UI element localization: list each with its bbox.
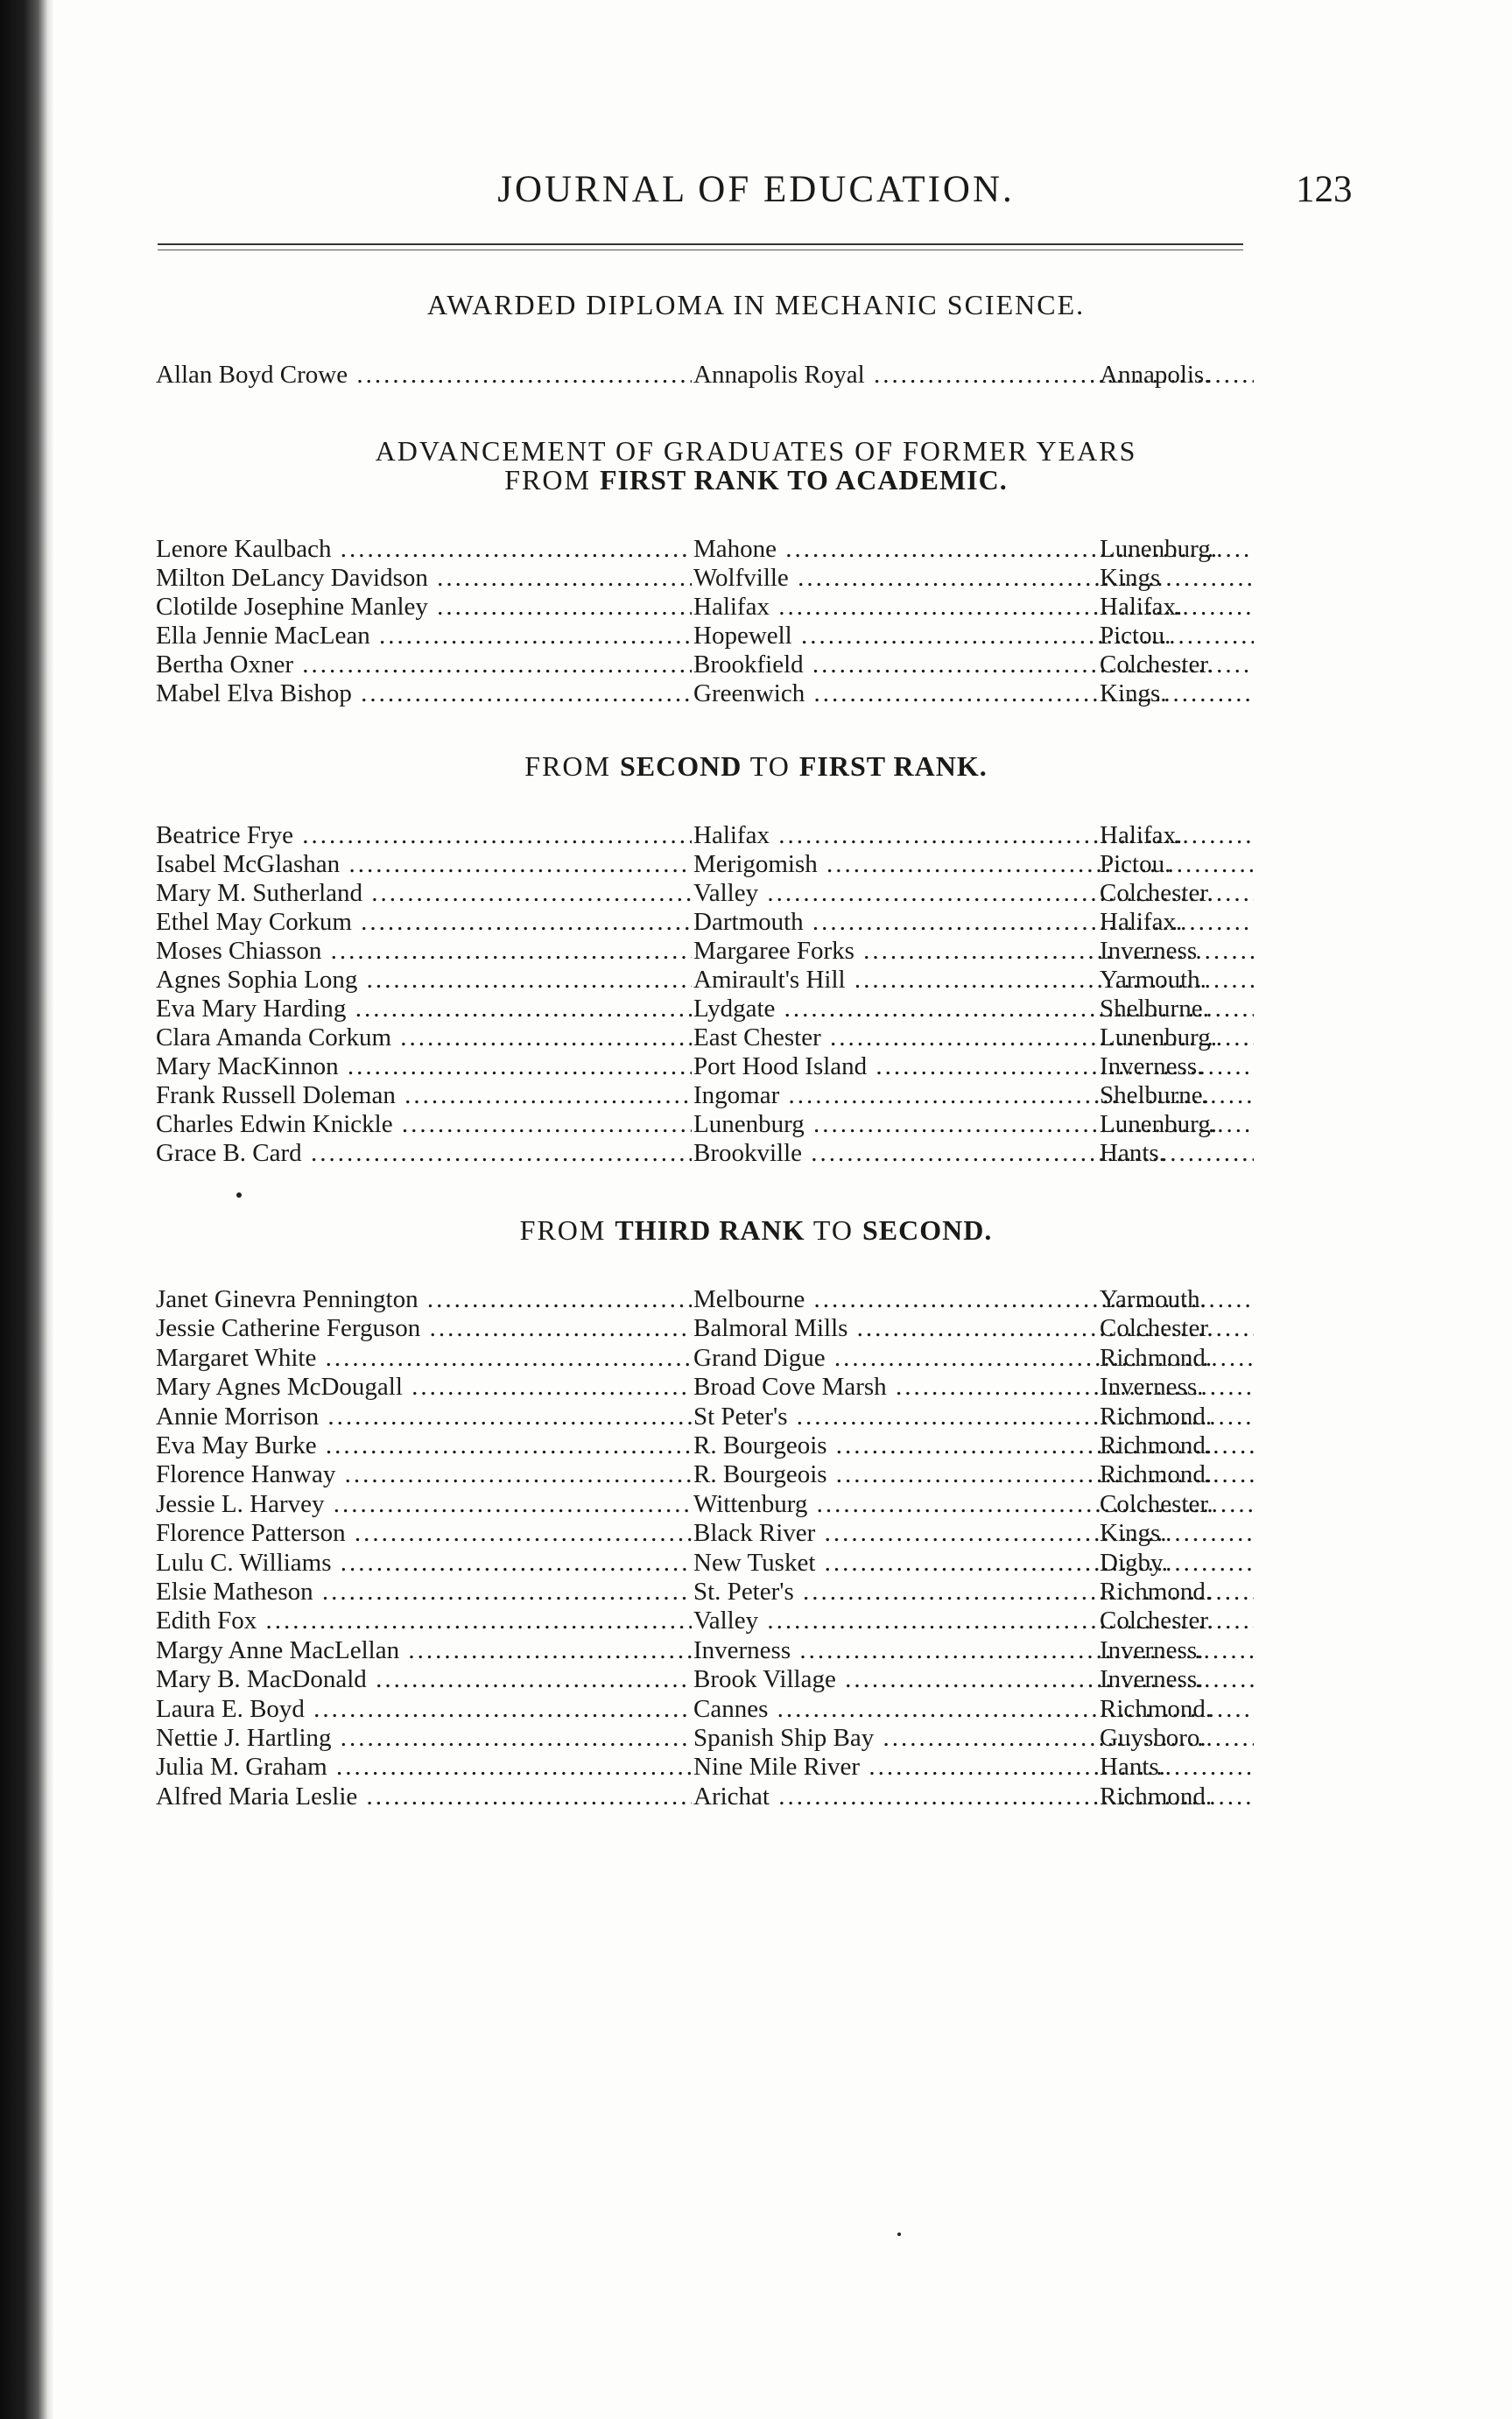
table-row xyxy=(156,966,1252,995)
graduate-name: Mary B. MacDonald ..... xyxy=(156,1665,692,1694)
table-row xyxy=(156,1052,1252,1081)
graduate-county: Yarmouth. xyxy=(1100,966,1206,994)
graduate-county: Richmond. xyxy=(1100,1343,1213,1372)
graduate-county: Colchester. xyxy=(1100,1314,1213,1343)
graduate-name: Edith Fox ..... xyxy=(156,1607,692,1635)
graduate-name: Nettie J. Hartling ..... xyxy=(156,1724,692,1753)
section-subheading-first-to-academic xyxy=(0,464,1512,496)
graduate-county: Richmond. xyxy=(1100,1460,1213,1489)
graduate-locality: Brookville ..... xyxy=(693,1139,1254,1168)
table-row xyxy=(156,1607,1252,1635)
graduate-locality: Arichat ..... xyxy=(693,1783,1254,1811)
heading-bold-2: FIRST RANK. xyxy=(798,750,988,782)
graduate-county: Richmond. xyxy=(1100,1694,1213,1723)
heading-mid: TO xyxy=(742,750,799,782)
graduate-name: Ethel May Corkum ..... xyxy=(156,908,692,937)
graduate-county: Shelburne. xyxy=(1100,1081,1209,1109)
table-row xyxy=(156,1753,1252,1782)
graduate-county: Kings. xyxy=(1100,679,1167,707)
graduate-locality: Black River ..... xyxy=(693,1519,1254,1548)
graduate-county: Colchester. xyxy=(1100,1489,1213,1518)
heading-mid: TO xyxy=(805,1214,862,1246)
graduate-locality: Amirault's Hill ..... xyxy=(693,966,1254,995)
heading-bold-1: SECOND xyxy=(619,750,742,782)
graduate-name: Clotilde Josephine Manley ..... xyxy=(156,593,692,622)
graduate-county: Inverness. xyxy=(1100,1052,1204,1080)
table-row xyxy=(156,535,1252,564)
section-heading-advancement: ADVANCEMENT OF GRADUATES OF FORMER YEARS xyxy=(375,435,1137,467)
table-row xyxy=(156,908,1252,937)
graduate-county: Shelburne. xyxy=(1100,995,1209,1023)
graduate-name: Mary M. Sutherland ..... xyxy=(156,879,692,908)
graduate-county: Pictou. xyxy=(1100,622,1171,650)
graduate-county: Richmond. xyxy=(1100,1782,1213,1811)
graduate-name: Laura E. Boyd ..... xyxy=(156,1695,692,1724)
table-row xyxy=(156,564,1252,593)
graduate-name: Eva Mary Harding ..... xyxy=(156,995,692,1023)
graduate-county: Digby. xyxy=(1100,1548,1168,1577)
graduate-name: Florence Hanway ..... xyxy=(156,1460,692,1489)
graduate-county: Colchester. xyxy=(1100,650,1213,679)
table-row xyxy=(156,1139,1252,1168)
graduate-name: Mary Agnes McDougall ..... xyxy=(156,1373,692,1402)
graduate-name: Ella Jennie MacLean ..... xyxy=(156,622,692,650)
table-row xyxy=(156,1314,1252,1343)
graduate-locality: Merigomish ..... xyxy=(693,850,1254,879)
graduate-county: Colchester. xyxy=(1100,879,1213,907)
table-row xyxy=(156,1636,1252,1665)
table-row xyxy=(156,821,1252,850)
graduate-county: Lunenburg. xyxy=(1100,1110,1217,1138)
graduate-locality: Cannes ..... xyxy=(693,1695,1254,1724)
graduate-name: Jessie Catherine Ferguson ..... xyxy=(156,1314,692,1343)
graduate-locality: Hopewell ..... xyxy=(693,622,1254,650)
graduate-locality: Valley ..... xyxy=(693,879,1254,908)
graduate-locality: New Tusket ..... xyxy=(693,1549,1254,1578)
page-number: 123 xyxy=(1296,169,1353,210)
graduate-locality: St. Peter's ..... xyxy=(693,1578,1254,1607)
graduate-county: Richmond. xyxy=(1100,1578,1213,1606)
graduate-locality: Lunenburg ..... xyxy=(693,1110,1254,1139)
graduate-name: Janet Ginevra Pennington ..... xyxy=(156,1285,692,1314)
graduate-locality: Wittenburg ..... xyxy=(693,1490,1254,1519)
ink-speck xyxy=(897,2233,901,2236)
graduate-name: Annie Morrison ..... xyxy=(156,1403,692,1431)
graduate-locality: Valley ..... xyxy=(693,1607,1254,1635)
table-row xyxy=(156,1023,1252,1052)
table-row xyxy=(156,937,1252,966)
table-row xyxy=(156,1110,1252,1139)
graduate-locality: Port Hood Island ..... xyxy=(693,1052,1254,1081)
table-row xyxy=(156,622,1252,650)
heading-prefix: FROM xyxy=(519,1214,615,1246)
graduate-locality: Halifax ..... xyxy=(693,593,1254,622)
graduate-name: Elsie Matheson ..... xyxy=(156,1578,692,1607)
table-row xyxy=(156,679,1252,708)
graduate-name: Frank Russell Doleman ..... xyxy=(156,1081,692,1110)
table-row xyxy=(156,1724,1252,1753)
graduate-name: Alfred Maria Leslie ..... xyxy=(156,1783,692,1811)
header-rule xyxy=(158,243,1243,245)
table-row xyxy=(156,1783,1252,1811)
graduate-name: Moses Chiasson ..... xyxy=(156,937,692,966)
journal-title: JOURNAL OF EDUCATION. xyxy=(497,169,1015,210)
graduate-county: Inverness. xyxy=(1100,1635,1204,1664)
table-row xyxy=(156,1285,1252,1314)
table-row xyxy=(156,361,1252,390)
graduate-county: Halifax. xyxy=(1100,908,1183,936)
graduate-name: Margy Anne MacLellan ..... xyxy=(156,1636,692,1665)
table-row xyxy=(156,1460,1252,1489)
graduate-locality: Brook Village ..... xyxy=(693,1665,1254,1694)
section-heading-mechanic-science: AWARDED DIPLOMA IN MECHANIC SCIENCE. xyxy=(426,289,1086,320)
graduate-county: Guysboro. xyxy=(1100,1724,1206,1752)
graduate-county: Inverness. xyxy=(1100,1665,1204,1694)
table-row xyxy=(156,1578,1252,1607)
graduate-locality: R. Bourgeois ..... xyxy=(693,1431,1254,1460)
graduate-locality: Ingomar ..... xyxy=(693,1081,1254,1110)
table-row xyxy=(156,1431,1252,1460)
graduate-name: Grace B. Card ..... xyxy=(156,1139,692,1168)
graduate-locality: Halifax ..... xyxy=(693,821,1254,850)
table-row xyxy=(156,1373,1252,1402)
graduate-name: Clara Amanda Corkum ..... xyxy=(156,1023,692,1052)
table-row xyxy=(156,1665,1252,1694)
table-row xyxy=(156,593,1252,622)
graduate-county: Pictou. xyxy=(1100,850,1171,878)
section-heading-third-to-second xyxy=(0,1214,1512,1247)
graduate-county: Kings xyxy=(1100,564,1161,592)
table-row xyxy=(156,1549,1252,1578)
graduate-name: Agnes Sophia Long ..... xyxy=(156,966,692,995)
graduate-name: Beatrice Frye ..... xyxy=(156,821,692,850)
table-row xyxy=(156,995,1252,1023)
heading-bold-1: THIRD RANK xyxy=(615,1214,805,1246)
graduate-locality: Nine Mile River ..... xyxy=(693,1753,1254,1782)
table-row xyxy=(156,1081,1252,1110)
table-row xyxy=(156,879,1252,908)
graduate-name: Charles Edwin Knickle ..... xyxy=(156,1110,692,1139)
table-row xyxy=(156,1519,1252,1548)
graduate-name: Eva May Burke ..... xyxy=(156,1431,692,1460)
graduate-locality: Margaree Forks ..... xyxy=(693,937,1254,966)
table-row xyxy=(156,1695,1252,1724)
graduate-county: Kings. xyxy=(1100,1519,1167,1548)
graduate-locality: Lydgate ..... xyxy=(693,995,1254,1023)
graduate-county: Halifax. xyxy=(1100,821,1183,849)
graduate-name: Allan Boyd Crowe ..... xyxy=(156,361,692,390)
graduate-locality: Wolfville ..... xyxy=(693,564,1254,593)
graduate-name: Florence Patterson ..... xyxy=(156,1519,692,1548)
table-row xyxy=(156,650,1252,679)
graduate-county: Yarmouth. xyxy=(1100,1285,1206,1313)
graduate-county: Colchester. xyxy=(1100,1607,1213,1635)
graduate-locality: Annapolis Royal ..... xyxy=(693,361,1254,390)
graduate-locality: Broad Cove Marsh ..... xyxy=(693,1373,1254,1402)
graduate-name: Isabel McGlashan ..... xyxy=(156,850,692,879)
section-heading-second-to-first xyxy=(0,750,1512,783)
graduate-name: Lulu C. Williams ..... xyxy=(156,1549,692,1578)
graduate-locality: East Chester ..... xyxy=(693,1023,1254,1052)
graduate-county: Annapolis. xyxy=(1100,361,1211,389)
graduate-name: Mary MacKinnon ..... xyxy=(156,1052,692,1081)
graduate-name: Lenore Kaulbach ..... xyxy=(156,535,692,564)
graduate-county: Inverness xyxy=(1100,937,1198,965)
graduate-name: Jessie L. Harvey ..... xyxy=(156,1490,692,1519)
graduate-county: Hants. xyxy=(1100,1753,1165,1782)
graduate-locality: R. Bourgeois ..... xyxy=(693,1460,1254,1489)
graduate-county: Hants. xyxy=(1100,1139,1165,1167)
table-row xyxy=(156,850,1252,879)
table-row xyxy=(156,1490,1252,1519)
table-row xyxy=(156,1344,1252,1373)
graduate-name: Bertha Oxner ..... xyxy=(156,650,692,679)
graduate-locality: Balmoral Mills ..... xyxy=(693,1314,1254,1343)
graduate-name: Milton DeLancy Davidson ..... xyxy=(156,564,692,593)
graduate-county: Richmond. xyxy=(1100,1402,1213,1431)
graduate-locality: Melbourne ..... xyxy=(693,1285,1254,1314)
graduate-locality: St Peter's ..... xyxy=(693,1403,1254,1431)
graduate-county: Richmond. xyxy=(1100,1431,1213,1459)
heading-prefix: FROM xyxy=(524,750,620,782)
graduate-county: Halifax. xyxy=(1100,593,1183,621)
ink-speck xyxy=(236,1192,242,1198)
graduate-locality: Mahone ..... xyxy=(693,535,1254,564)
table-row xyxy=(156,1403,1252,1431)
graduate-locality: Inverness ..... xyxy=(693,1636,1254,1665)
heading-bold-2: SECOND. xyxy=(861,1214,993,1246)
graduate-county: Lunenburg. xyxy=(1100,1023,1217,1051)
graduate-locality: Greenwich ..... xyxy=(693,679,1254,708)
subheading-bold: FIRST RANK TO ACADEMIC. xyxy=(599,464,1008,496)
graduate-locality: Grand Digue ..... xyxy=(693,1344,1254,1373)
graduate-name: Julia M. Graham ..... xyxy=(156,1753,692,1782)
graduate-name: Mabel Elva Bishop ..... xyxy=(156,679,692,708)
graduate-name: Margaret White ..... xyxy=(156,1344,692,1373)
graduate-locality: Dartmouth ..... xyxy=(693,908,1254,937)
graduate-county: Inverness. xyxy=(1100,1373,1204,1402)
graduate-county: Lunenburg. xyxy=(1100,535,1217,563)
graduate-locality: Brookfield ..... xyxy=(693,650,1254,679)
subheading-prefix: FROM xyxy=(504,464,600,496)
graduate-locality: Spanish Ship Bay ..... xyxy=(693,1724,1254,1753)
